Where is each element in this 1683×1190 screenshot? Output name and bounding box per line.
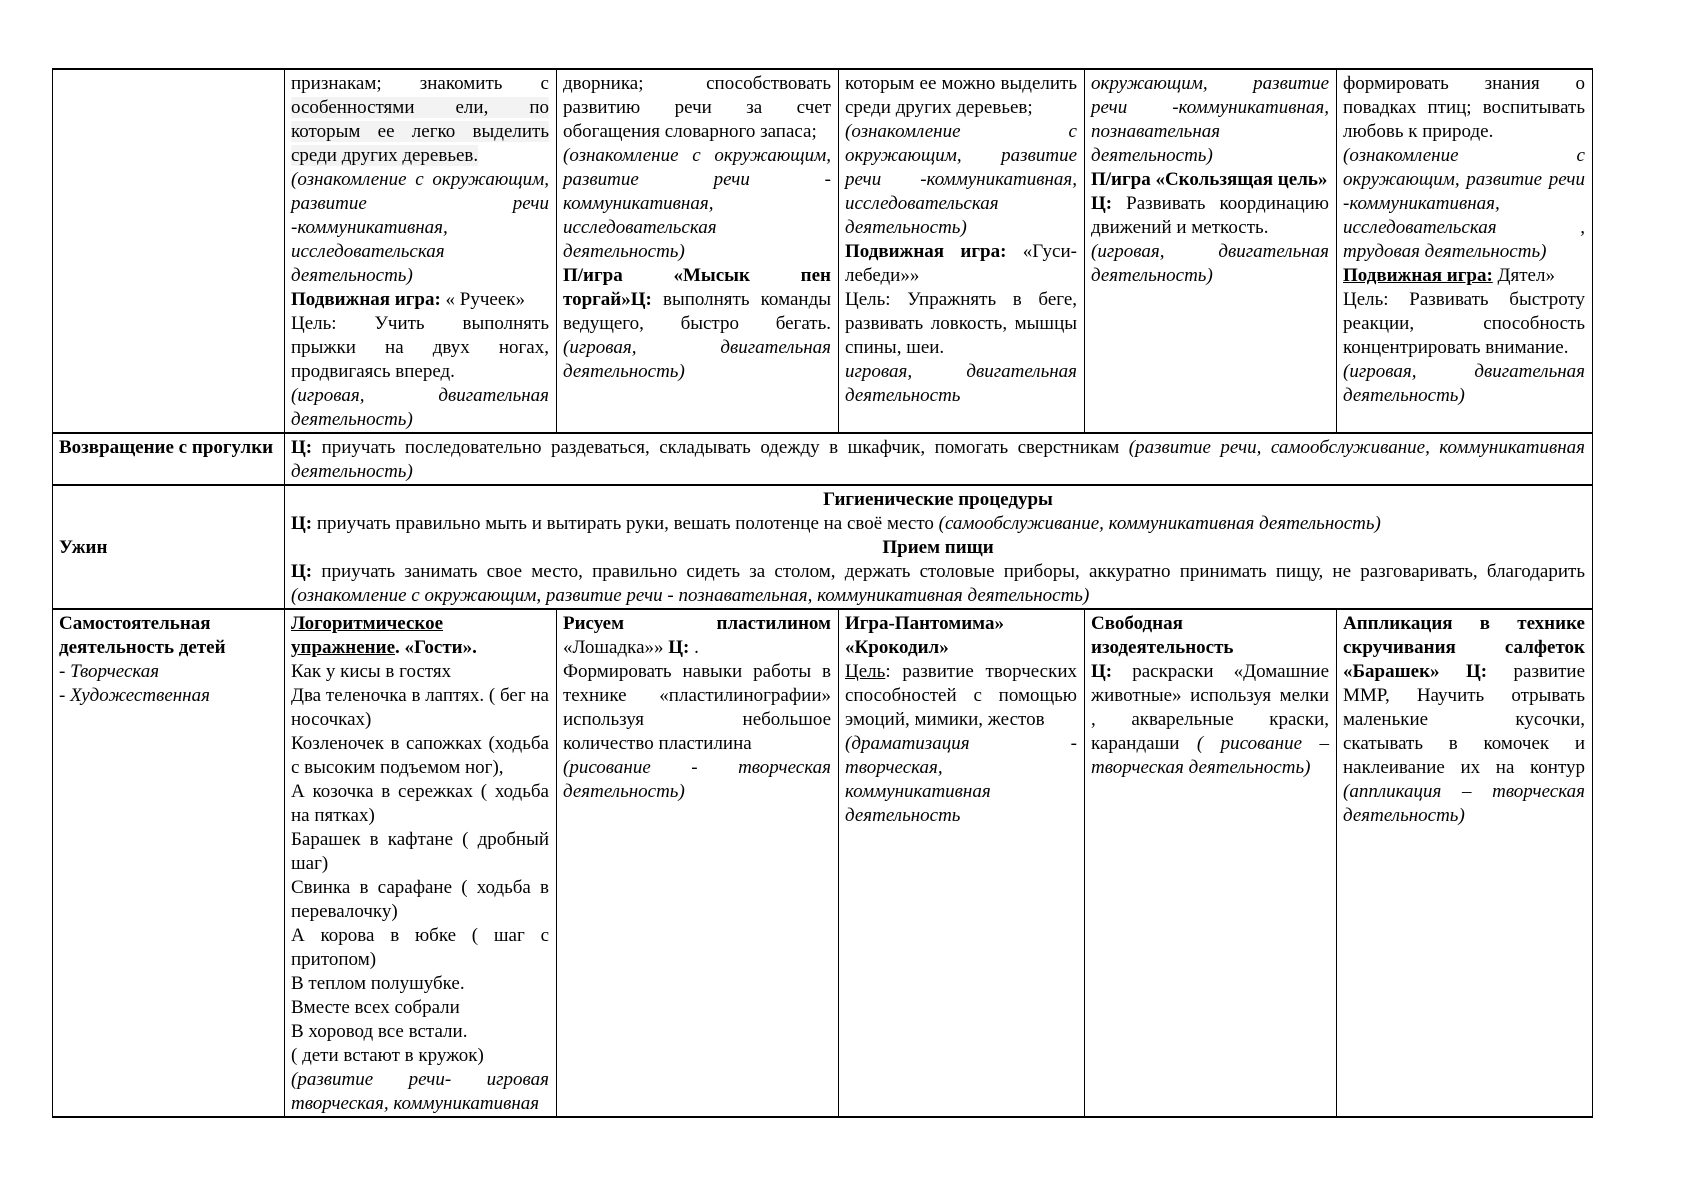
cell-label-supper <box>53 485 285 609</box>
paragraph <box>845 732 1077 828</box>
paragraph <box>563 612 831 660</box>
cell-activity-day5-applique <box>1337 609 1593 1117</box>
text-run: Подвижная игра: <box>1343 265 1493 286</box>
paragraph <box>291 1068 549 1116</box>
text-run: (ознакомление с окружающим, развитие речи - коммуникативная, исследовательская деятельность) <box>563 145 831 262</box>
poem-line: В хоровод все встали. <box>291 1021 468 1042</box>
text-run: Цель: Учить выполнять прыжки на двух ногах, продвигаясь вперед. <box>291 313 549 382</box>
paragraph <box>845 360 1077 408</box>
text-run: Гигиенические процедуры <box>823 489 1053 510</box>
text-run: П/игра «Мысык пен торгай»Ц: <box>563 265 831 310</box>
text-run: Развивать координацию движений и меткость. <box>1091 193 1329 238</box>
paragraph <box>291 612 549 660</box>
text-run: (игровая, двигательная деятельность) <box>1343 361 1585 406</box>
text-run: Подвижная игра: <box>845 241 1007 262</box>
text-run: (игровая, двигательная деятельность) <box>291 385 549 430</box>
paragraph <box>291 288 549 312</box>
text-run: : развитие творческих способностей с помощью эмоций, мимики, жестов <box>845 661 1077 730</box>
text-run: формировать знания о повадках птиц; воспитывать любовь к природе. <box>1343 73 1585 142</box>
text-run: окружающим, развитие речи -коммуникативная, познавательная деятельность) <box>1091 73 1329 166</box>
paragraph <box>563 264 831 384</box>
text-run: Игра-Пантомима» «Крокодил» <box>845 613 1004 658</box>
paragraph <box>845 660 1077 732</box>
text-run: (ознакомление с окружающим, развитие речи -коммуникативная, исследовательская , трудовая деятельность) <box>1343 145 1585 262</box>
text-run: ( рисование – творческая деятельность) <box>1091 733 1329 778</box>
text-run: (самообслуживание, коммуникативная деятельность) <box>938 513 1381 534</box>
row-label <box>59 536 277 560</box>
poem-line: Два теленочка в лаптях. ( бег на носочках) <box>291 685 549 730</box>
text-run: - Творческая <box>59 661 160 682</box>
cell-blank <box>53 69 285 433</box>
cell-walk-day4 <box>1085 69 1337 433</box>
paragraph <box>563 756 831 804</box>
paragraph <box>1091 660 1329 780</box>
text-run: - Художественная <box>59 685 210 706</box>
paragraph <box>1343 288 1585 360</box>
table-row-return-from-walk <box>53 433 1593 485</box>
row-label <box>59 436 277 460</box>
text-run: Ц: <box>1091 193 1113 214</box>
cell-walk-day1 <box>285 69 557 433</box>
paragraph <box>1091 240 1329 288</box>
text-run: (ознакомление с окружающим, развитие речи -коммуникативная, исследовательская деятельность) <box>845 121 1077 238</box>
paragraph <box>1091 612 1329 660</box>
text-run: « Ручеек» <box>440 289 526 310</box>
table-row-supper <box>53 485 1593 609</box>
cell-return-content <box>285 433 1593 485</box>
text-run: . «Гости». <box>395 637 477 658</box>
text-run: игровая, двигательная деятельность <box>845 361 1077 406</box>
paragraph <box>1091 192 1329 240</box>
text-run: Подвижная игра: <box>291 289 441 310</box>
text-run: приучать последовательно раздеваться, складывать одежду в шкафчик, помогать сверстникам <box>312 437 1129 458</box>
paragraph <box>1343 612 1585 828</box>
paragraph <box>845 240 1077 288</box>
poem-line: Свинка в сарафане ( ходьба в перевалочку) <box>291 877 549 922</box>
section-heading <box>291 536 1585 560</box>
paragraph <box>845 612 1077 660</box>
paragraph <box>291 512 1585 536</box>
text-run: Ц: <box>291 561 313 582</box>
text-run: Ужин <box>59 537 108 558</box>
cell-walk-day5 <box>1337 69 1593 433</box>
paragraph <box>291 384 549 432</box>
text-run: выполнять команды ведущего, быстро бегать. <box>563 289 831 334</box>
text-run: Логоритмическое упражнение <box>291 613 444 658</box>
poem-line: А козочка в сережках ( ходьба на пятках) <box>291 781 549 826</box>
text-run: приучать занимать свое место, правильно сидеть за столом, держать столовые приборы, аккуратно принимать пищу, не разговаривать, благодарить <box>312 561 1585 582</box>
paragraph <box>1343 264 1585 288</box>
text-run: (игровая, двигательная деятельность) <box>1091 241 1329 286</box>
text-run: развитие ММР, Научить отрывать маленькие кусочки, скатывать в комочек и наклеивание их на контур <box>1343 661 1586 778</box>
paragraph <box>1343 72 1585 144</box>
cell-activity-day4-free-drawing <box>1085 609 1337 1117</box>
row-label <box>59 612 277 660</box>
cell-walk-day3 <box>839 69 1085 433</box>
text-run: . <box>689 637 699 658</box>
cell-label-return <box>53 433 285 485</box>
paragraph <box>291 168 549 288</box>
table-row-walk-continued <box>53 69 1593 433</box>
text-run: Цель: Упражнять в беге, развивать ловкость, мышцы спины, шеи. <box>845 289 1077 358</box>
text-run: «Лошадка»» <box>563 637 669 658</box>
row-sublabel <box>59 684 277 708</box>
text-run: Возвращение с прогулки <box>59 437 274 458</box>
paragraph <box>1343 144 1585 264</box>
section-heading <box>291 488 1585 512</box>
text-run: П/игра «Скользящая цель» <box>1091 169 1328 190</box>
paragraph <box>291 560 1585 608</box>
text-run: Ц: <box>291 513 313 534</box>
text-run: признакам; знакомить с <box>291 73 549 94</box>
text-run: (развитие речи, самообслуживание, коммуникативная деятельность) <box>291 437 1585 482</box>
paragraph <box>291 436 1585 484</box>
row-sublabel <box>59 660 277 684</box>
text-run: приучать правильно мыть и вытирать руки, вешать полотенце на своё место <box>312 513 939 534</box>
paragraph <box>845 72 1077 120</box>
poem-line: Вместе всех собрали <box>291 997 460 1018</box>
text-run: (драматизация - творческая, коммуникативная деятельность <box>845 733 1077 826</box>
poem-line: В теплом полушубке. <box>291 973 465 994</box>
table-row-independent-activity <box>53 609 1593 1117</box>
text-run: (рисование - творческая деятельность) <box>563 757 831 802</box>
paragraph <box>845 288 1077 360</box>
text-run: «Гуси-лебеди»» <box>845 241 1077 286</box>
text-run: Рисуем пластилином <box>563 613 831 634</box>
poem-line: Как у кисы в гостях <box>291 661 452 682</box>
text-run: Свободная изодеятельность <box>1091 613 1234 658</box>
cell-supper-content <box>285 485 1593 609</box>
text-run: Ц: <box>291 437 313 458</box>
cell-activity-day3-pantomime <box>839 609 1085 1117</box>
text-run: (ознакомление с окружающим, развитие речи -коммуникативная, исследовательская деятельность) <box>291 169 549 286</box>
cell-label-independent-activity <box>53 609 285 1117</box>
poem-line: А корова в юбке ( шаг с притопом) <box>291 925 549 970</box>
text-run: Аппликация в технике скручивания салфеток «Барашек» Ц: <box>1343 613 1585 682</box>
poem-line: Барашек в кафтане ( дробный шаг) <box>291 829 549 874</box>
cell-activity-day2-plasticine <box>557 609 839 1117</box>
cell-walk-day2 <box>557 69 839 433</box>
text-run: Цель: Развивать быстроту реакции, способность концентрировать внимание. <box>1343 289 1585 358</box>
text-run: Дятел» <box>1492 265 1555 286</box>
text-run: (игровая, двигательная деятельность) <box>563 337 831 382</box>
text-run: Формировать навыки работы в технике «пластилинографии» используя небольшое количество пластилина <box>563 661 831 754</box>
poem-line: ( дети встают в кружок) <box>291 1045 484 1066</box>
paragraph <box>845 120 1077 240</box>
text-run: дворника; способствовать развитию речи за счет обогащения словарного запаса; <box>563 73 831 142</box>
daily-plan-table <box>52 68 1593 1118</box>
text-run: (ознакомление с окружающим, развитие речи - познавательная, коммуникативная деятельность) <box>291 585 1090 606</box>
cell-activity-day1-logorhythmic <box>285 609 557 1117</box>
text-run-highlighted: особенностями ели, по которым ее легко выделить среди других деревьев. <box>291 97 549 166</box>
paragraph <box>1343 360 1585 408</box>
text-run: Ц: <box>1091 661 1113 682</box>
text-run: раскраски «Домашние животные» используя мелки , акварельные краски, карандаши <box>1091 661 1329 754</box>
text-run: которым ее можно выделить среди других деревьев; <box>845 73 1077 118</box>
paragraph <box>1091 72 1329 168</box>
paragraph <box>291 312 549 384</box>
poem-line: Козленочек в сапожках (ходьба с высоким подъемом ног), <box>291 733 549 778</box>
text-run: (развитие речи- игровая творческая, коммуникативная <box>291 1069 549 1114</box>
paragraph <box>563 144 831 264</box>
paragraph <box>563 660 831 756</box>
text-run: (аппликация – творческая деятельность) <box>1343 781 1585 826</box>
paragraph <box>1091 168 1329 192</box>
paragraph <box>291 72 549 168</box>
text-run: Ц: <box>668 637 690 658</box>
text-run: Цель <box>845 661 886 682</box>
text-run: Самостоятельная деятельность детей <box>59 613 226 658</box>
text-run: Прием пищи <box>882 537 994 558</box>
paragraph <box>563 72 831 144</box>
